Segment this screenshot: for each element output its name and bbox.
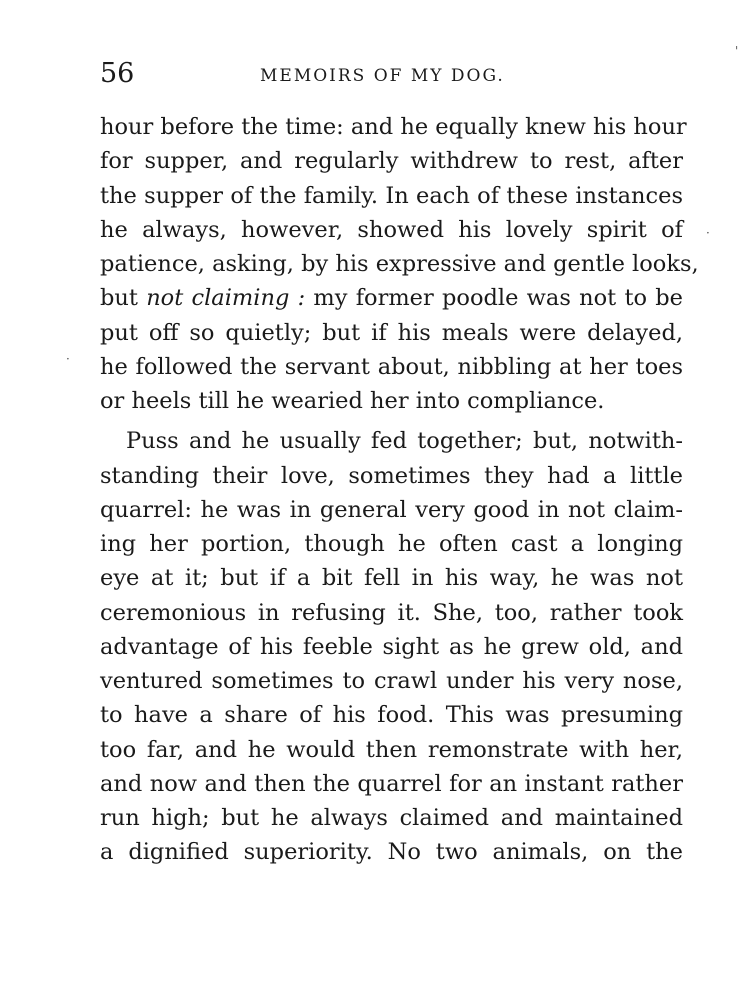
text-line: he followed the servant about, nibbling at her toes [100,353,683,380]
text-line: put off so quietly; but if his meals were delayed, [100,319,683,346]
text-line: run high; but he always claimed and maintained [100,805,683,831]
print-speck: · [706,226,710,240]
page-header [100,58,683,98]
text-line: advantage of his feeble sight as he grew old, and [100,633,683,660]
text-line: the supper of the family. In each of these instances [100,182,683,209]
body-text [100,110,699,870]
text-line: or heels till he wearied her into compliance. [100,388,605,414]
text-line: eye at it; but if a bit fell in his way, he was not [100,565,683,592]
running-head: MEMOIRS OF MY DOG. [260,66,505,86]
text-line: he always, however, showed his lovely spirit of [100,216,683,243]
print-speck: ' [735,44,739,58]
text-fragment: my former poodle was not to be [305,285,683,312]
print-speck: · [66,352,70,366]
text-line: standing their love, sometimes they had a little [100,462,683,489]
paragraph-2 [100,424,683,869]
text-line: Puss and he usually fed together; but, notwith- [126,428,683,455]
text-line: hour before the time: and he equally knew his hour [100,114,687,140]
page-number: 56 [100,58,135,89]
text-line: ventured sometimes to crawl under his very nose, [100,668,683,694]
paragraph-1 [100,110,699,418]
text-line: for supper, and regularly withdrew to rest, after [100,148,683,175]
text-line-emphasis [100,281,683,315]
text-fragment: but [100,285,147,312]
text-line: a dignified superiority. No two animals, on the [100,839,683,866]
italic-emphasis: not claiming : [146,285,306,312]
text-line: quarrel: he was in general very good in not claim- [100,496,683,523]
text-line: and now and then the quarrel for an instant rather [100,770,683,797]
text-line: to have a share of his food. This was presuming [100,702,683,729]
text-line: ceremonious in refusing it. She, too, rather took [100,599,683,626]
text-line: too far, and he would then remonstrate with her, [100,736,683,763]
text-line: ing her portion, though he often cast a longing [100,531,683,557]
text-line: patience, asking, by his expressive and gentle looks, [100,251,699,277]
